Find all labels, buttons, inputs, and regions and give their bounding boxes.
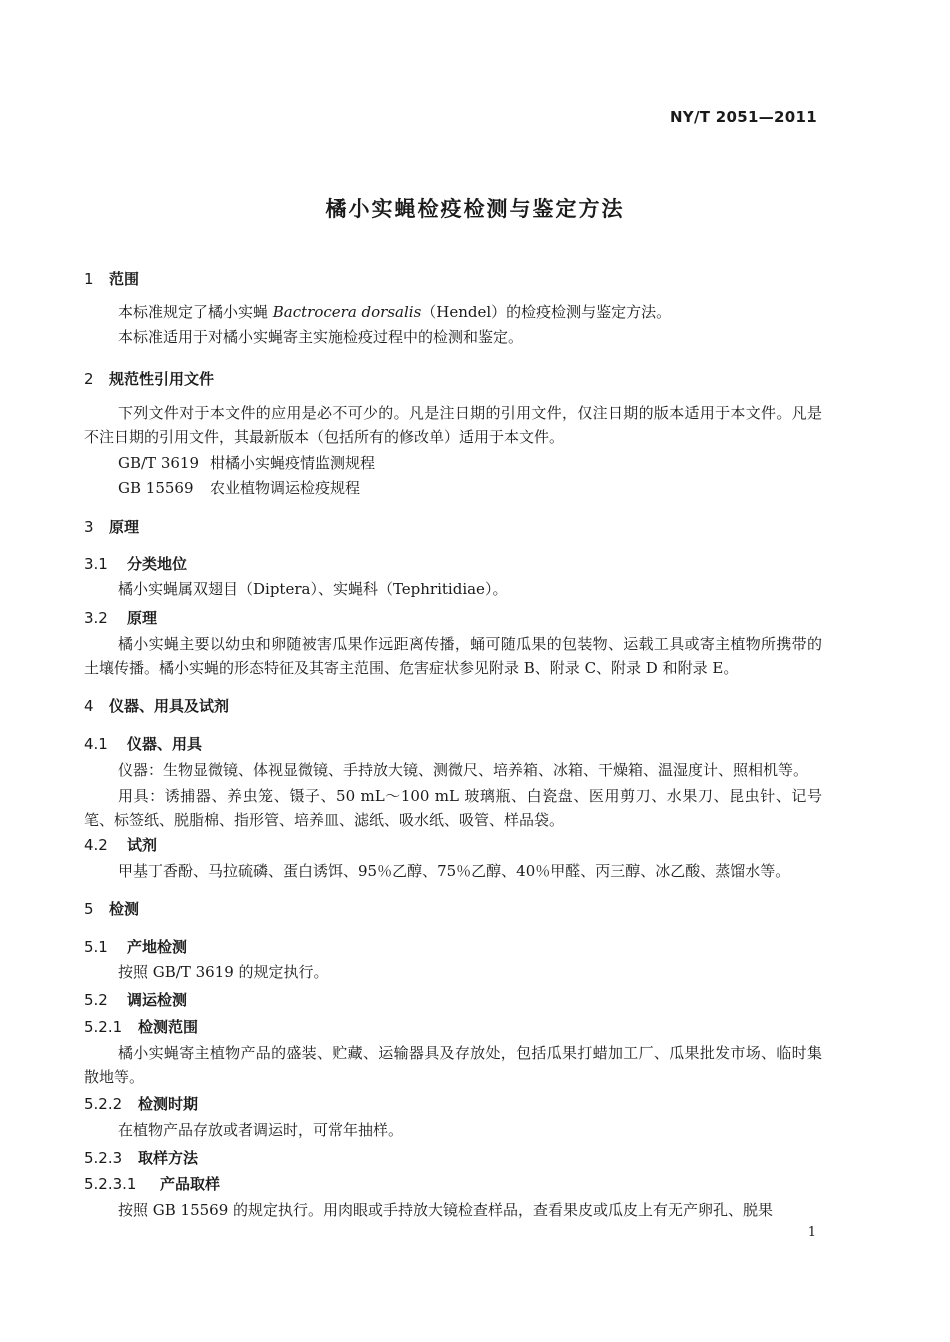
section-number: 4 xyxy=(84,697,94,715)
section-5-2-heading xyxy=(84,989,187,1010)
section-title: 仪器、用具 xyxy=(127,735,203,753)
section-number: 5.2.2 xyxy=(84,1095,123,1113)
section-5-2-2-heading xyxy=(84,1093,198,1114)
reference-title: 柑橘小实蝇疫情监测规程 xyxy=(210,454,376,472)
section-3-heading xyxy=(84,516,139,537)
reference-code: GB 15569 xyxy=(118,479,194,497)
section-title: 规范性引用文件 xyxy=(109,370,215,388)
section-number: 3.2 xyxy=(84,609,108,627)
section-title: 调运检测 xyxy=(127,991,188,1009)
section-5-2-3-1-heading xyxy=(84,1173,220,1194)
section-title: 检测范围 xyxy=(138,1018,199,1036)
section-title: 取样方法 xyxy=(138,1149,199,1167)
section-number: 4.2 xyxy=(84,836,108,854)
standard-code: NY/T 2051—2011 xyxy=(669,108,817,126)
section-1-paragraph-1: 本标准规定了橘小实蝇 Bactrocera dorsalis（Hendel）的检疫检测与鉴定方法。 xyxy=(118,303,672,321)
section-4-2-paragraph: 甲基丁香酚、马拉硫磷、蛋白诱饵、95％乙醇、75％乙醇、40％甲醛、丙三醇、冰乙酸、蒸馏水等。 xyxy=(118,862,791,880)
section-5-1-paragraph: 按照 GB/T 3619 的规定执行。 xyxy=(118,963,329,981)
section-title: 原理 xyxy=(127,609,158,627)
section-5-heading xyxy=(84,898,139,919)
section-5-2-1-paragraph: 橘小实蝇寄主植物产品的盛装、贮藏、运输器具及存放处，包括瓜果打蜡加工厂、瓜果批发市场、临时集散地等。 xyxy=(84,1044,822,1086)
section-number: 4.1 xyxy=(84,735,108,753)
section-5-1-heading xyxy=(84,936,187,957)
section-title: 检测时期 xyxy=(138,1095,199,1113)
section-title: 检测 xyxy=(109,900,140,918)
section-title: 原理 xyxy=(109,518,140,536)
section-1-heading xyxy=(84,268,139,289)
section-title: 范围 xyxy=(109,270,140,288)
section-number: 3 xyxy=(84,518,94,536)
section-2-heading xyxy=(84,368,214,389)
section-2-paragraph: 下列文件对于本文件的应用是必不可少的。凡是注日期的引用文件，仅注日期的版本适用于本文件。凡是不注日期的引用文件，其最新版本（包括所有的修改单）适用于本文件。 xyxy=(84,404,822,446)
reference-item xyxy=(118,477,360,498)
section-title: 分类地位 xyxy=(127,555,188,573)
section-number: 5.2.3 xyxy=(84,1149,123,1167)
section-3-2-heading xyxy=(84,607,157,628)
section-4-1-paragraph-1: 仪器：生物显微镜、体视显微镜、手持放大镜、测微尺、培养箱、冰箱、干燥箱、温湿度计、照相机等。 xyxy=(118,761,809,779)
section-title: 仪器、用具及试剂 xyxy=(109,697,230,715)
document-title: 橘小实蝇检疫检测与鉴定方法 xyxy=(325,197,625,221)
section-number: 5.2.3.1 xyxy=(84,1175,137,1193)
section-5-2-1-heading xyxy=(84,1016,198,1037)
section-number: 5.2.1 xyxy=(84,1018,123,1036)
section-5-2-3-1-paragraph: 按照 GB 15569 的规定执行。用肉眼或手持放大镜检查样品，查看果皮或瓜皮上有无产卵孔、脱果 xyxy=(118,1201,774,1219)
section-3-1-paragraph: 橘小实蝇属双翅目（Diptera）、实蝇科（Tephritidiae）。 xyxy=(118,580,508,598)
page-number: 1 xyxy=(807,1225,816,1240)
section-1-paragraph-2: 本标准适用于对橘小实蝇寄主实施检疫过程中的检测和鉴定。 xyxy=(118,328,524,346)
section-title: 产地检测 xyxy=(127,938,188,956)
section-number: 3.1 xyxy=(84,555,108,573)
section-3-2-paragraph: 橘小实蝇主要以幼虫和卵随被害瓜果作远距离传播，蛹可随瓜果的包装物、运载工具或寄主植物所携带的土壤传播。橘小实蝇的形态特征及其寄主范围、危害症状参见附录 B、附录 C、附录 D 和附录 E。 xyxy=(84,635,822,677)
section-title: 试剂 xyxy=(127,836,158,854)
section-4-2-heading xyxy=(84,834,157,855)
section-4-1-paragraph-2: 用具：诱捕器、养虫笼、镊子、50 mL～100 mL 玻璃瓶、白瓷盘、医用剪刀、水果刀、昆虫针、记号笔、标签纸、脱脂棉、指形管、培养皿、滤纸、吸水纸、吸管、样品袋。 xyxy=(84,787,822,829)
reference-code: GB/T 3619 xyxy=(118,454,200,472)
reference-item xyxy=(118,452,375,473)
section-number: 5.1 xyxy=(84,938,108,956)
section-number: 5 xyxy=(84,900,94,918)
section-5-2-3-heading xyxy=(84,1147,198,1168)
section-number: 2 xyxy=(84,370,94,388)
section-4-heading xyxy=(84,695,229,716)
section-number: 5.2 xyxy=(84,991,108,1009)
section-number: 1 xyxy=(84,270,94,288)
reference-title: 农业植物调运检疫规程 xyxy=(210,479,361,497)
latin-name: Bactrocera dorsalis xyxy=(272,303,422,321)
section-title: 产品取样 xyxy=(160,1175,221,1193)
section-5-2-2-paragraph: 在植物产品存放或者调运时，可常年抽样。 xyxy=(118,1121,404,1139)
section-4-1-heading xyxy=(84,733,202,754)
section-3-1-heading xyxy=(84,553,187,574)
